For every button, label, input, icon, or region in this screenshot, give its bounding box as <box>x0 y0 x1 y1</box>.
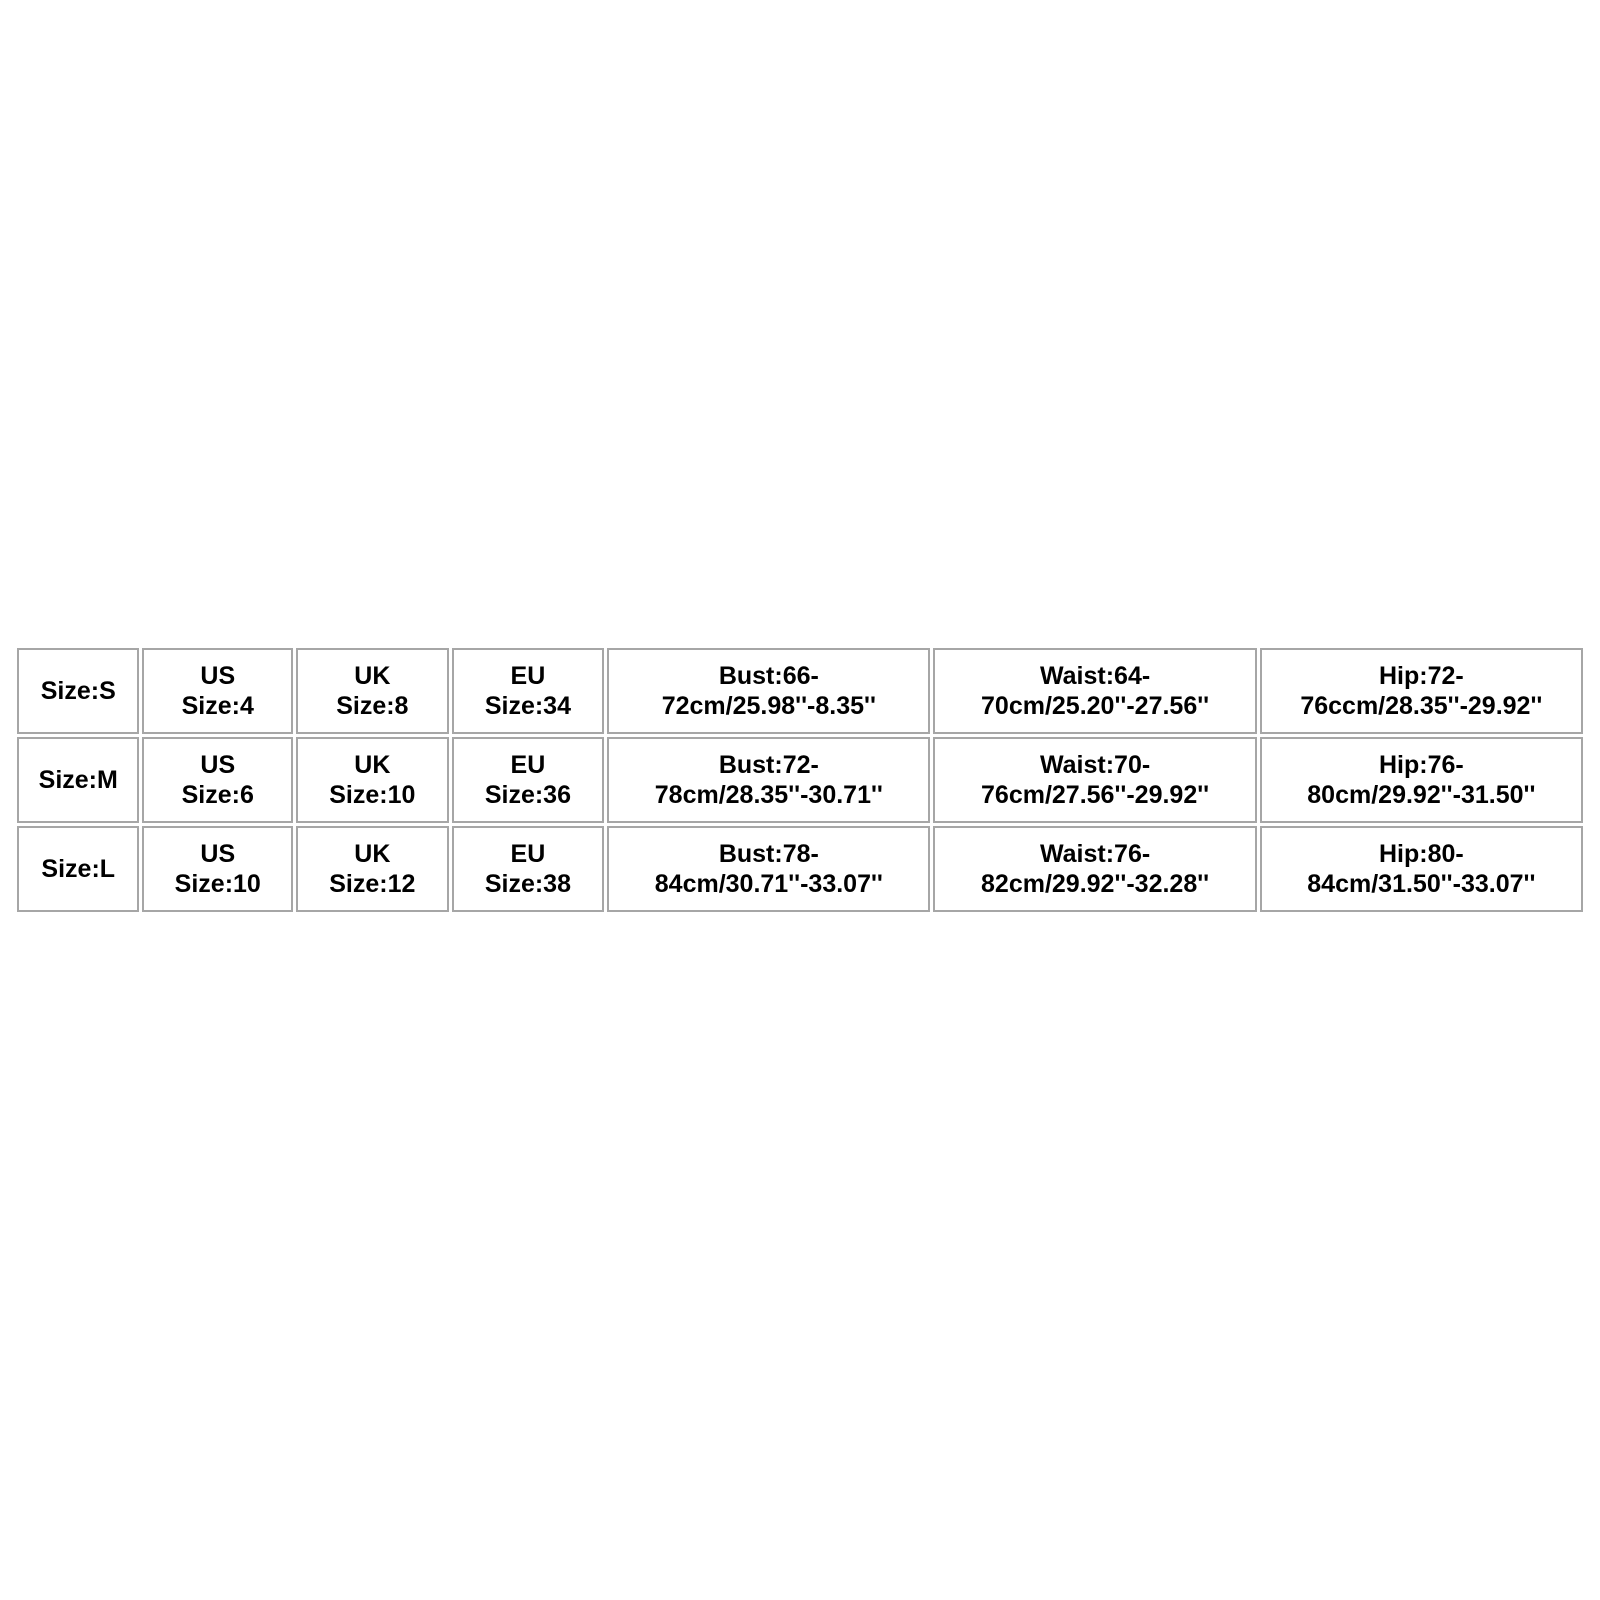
cell-waist: Waist:76-82cm/29.92''-32.28'' <box>933 826 1256 912</box>
cell-eu <box>452 737 605 823</box>
table-row <box>17 826 1583 912</box>
us-value: Size:10 <box>174 870 261 898</box>
eu-label: EU <box>510 661 546 690</box>
table-row <box>17 648 1583 734</box>
us-label: US <box>200 839 236 868</box>
eu-label: EU <box>510 839 546 868</box>
size-chart-container <box>14 645 1586 915</box>
eu-value: Size:36 <box>484 781 571 809</box>
eu-value: Size:38 <box>484 870 571 898</box>
uk-value: Size:12 <box>329 870 416 898</box>
cell-us <box>142 648 293 734</box>
cell-eu <box>452 648 605 734</box>
cell-uk <box>296 826 449 912</box>
uk-value: Size:10 <box>329 781 416 809</box>
size-chart-table <box>14 645 1586 915</box>
us-value: Size:6 <box>181 781 254 809</box>
uk-label: UK <box>354 839 391 868</box>
cell-waist: Waist:70-76cm/27.56''-29.92'' <box>933 737 1256 823</box>
cell-size: Size:M <box>17 737 139 823</box>
cell-hip: Hip:72-76ccm/28.35''-29.92'' <box>1260 648 1583 734</box>
cell-hip: Hip:76-80cm/29.92''-31.50'' <box>1260 737 1583 823</box>
cell-us <box>142 737 293 823</box>
us-label: US <box>200 661 236 690</box>
eu-value: Size:34 <box>484 692 571 720</box>
cell-size: Size:L <box>17 826 139 912</box>
uk-value: Size:8 <box>336 692 409 720</box>
uk-label: UK <box>354 661 391 690</box>
table-row <box>17 737 1583 823</box>
cell-bust: Bust:66-72cm/25.98''-8.35'' <box>607 648 930 734</box>
us-label: US <box>200 750 236 779</box>
uk-label: UK <box>354 750 391 779</box>
cell-uk <box>296 737 449 823</box>
size-chart-body <box>17 648 1583 912</box>
cell-size: Size:S <box>17 648 139 734</box>
cell-us <box>142 826 293 912</box>
us-value: Size:4 <box>181 692 254 720</box>
eu-label: EU <box>510 750 546 779</box>
cell-bust: Bust:72-78cm/28.35''-30.71'' <box>607 737 930 823</box>
cell-hip: Hip:80-84cm/31.50''-33.07'' <box>1260 826 1583 912</box>
cell-uk <box>296 648 449 734</box>
cell-waist: Waist:64-70cm/25.20''-27.56'' <box>933 648 1256 734</box>
cell-bust: Bust:78-84cm/30.71''-33.07'' <box>607 826 930 912</box>
cell-eu <box>452 826 605 912</box>
